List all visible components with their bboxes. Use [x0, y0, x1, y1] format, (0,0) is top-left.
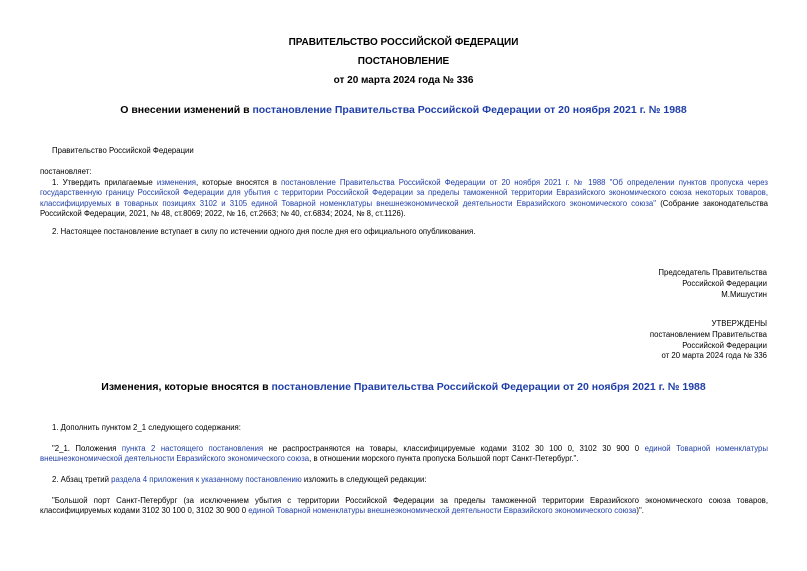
- approval-body: Российской Федерации: [682, 340, 767, 350]
- change-2-quote: [40, 496, 768, 517]
- decree-date-number: от 20 марта 2024 года № 336: [333, 75, 474, 86]
- changes-title: [0, 381, 807, 393]
- change-2-intro: [52, 475, 426, 485]
- decree-1988-link[interactable]: постановление Правительства Российской Федерации от 20 ноября 2021 г. № 1988: [252, 104, 687, 116]
- document-title-text: О внесении изменений в: [120, 104, 253, 116]
- preamble-actor: Правительство Российской Федерации: [52, 146, 194, 155]
- point-2-link[interactable]: пункта 2 настоящего постановления: [121, 444, 264, 453]
- section-4-link[interactable]: раздела 4 приложения к указанному постановлению: [111, 475, 302, 484]
- changes-link[interactable]: изменения: [156, 178, 197, 187]
- changes-title-text: Изменения, которые вносятся в: [101, 381, 272, 393]
- tn-ved-link-2[interactable]: единой Товарной номенклатуры внешнеэкономической деятельности Евразийского экономического союза: [248, 506, 637, 516]
- item-1-text: 1. Утвердить прилагаемые: [52, 178, 157, 187]
- item-1-text: , которые вносятся в: [196, 178, 282, 187]
- change-2-quote-text: "Большой порт Санкт-Петербург (за исключением убытия с территории Российской Федерации за пределы таможенной территории Евразийского экономического союза товаров, классифицируемых кодами 3102 30 100 0, 3102 30 900 0: [40, 496, 768, 516]
- item-1-text: (Собрание законодательства Российской Федерации, 2021, № 48, ст.8069; 2022, № 16, ст.2663; № 40, ст.6834; 2024, № 8, ст.1126).: [40, 198, 768, 219]
- change-1-text: не распространяются на товары, классифицируемые кодами 3102 30 100 0, 3102 30 900 0: [263, 444, 645, 453]
- change-2-quote-text: )".: [636, 506, 644, 516]
- approval-by: постановлением Правительства: [649, 329, 767, 339]
- signature-name: М.Мишустин: [721, 289, 767, 299]
- government-heading: ПРАВИТЕЛЬСТВО РОССИЙСКОЙ ФЕДЕРАЦИИ: [288, 37, 519, 48]
- approval-block: [650, 319, 767, 362]
- change-1-quote: [40, 444, 768, 465]
- signature-position: Председатель Правительства: [658, 268, 767, 277]
- approval-date: от 20 марта 2024 года № 336: [661, 351, 767, 361]
- tn-ved-link[interactable]: единой Товарной номенклатуры внешнеэкономической деятельности Евразийского экономического союза: [40, 444, 768, 464]
- item-2-paragraph: 2. Настоящее постановление вступает в силу по истечении одного дня после дня его официального опубликования.: [52, 227, 476, 236]
- change-1-intro: 1. Дополнить пунктом 2_1 следующего содержания:: [52, 423, 241, 432]
- signature-block: [658, 268, 767, 300]
- decree-1988-full-link[interactable]: постановление Правительства Российской Федерации от 20 ноября 2021 г. № 1988 "Об определении пунктов пропуска через государственную границу Российской Федерации для убытия с территории Российской Федерации за пределы таможенной территории Евразийского экономического союза некоторых товаров, классифицируемых в товарных позициях 3102 и 3105 единой Товарной номенклатуры внешнеэкономической деятельности Евразийского экономического союза": [40, 178, 769, 208]
- decree-1988-link-2[interactable]: постановление Правительства Российской Федерации от 20 ноября 2021 г. № 1988: [271, 381, 706, 393]
- change-1-text: , в отношении морского пункта пропуска Большой порт Санкт-Петербург.".: [309, 454, 579, 464]
- signature-body: Российской Федерации: [682, 278, 767, 288]
- change-1-text: "2_1. Положения: [52, 444, 122, 453]
- document-type: ПОСТАНОВЛЕНИЕ: [357, 56, 450, 67]
- item-1-paragraph: [40, 178, 768, 220]
- document-title: [0, 104, 807, 116]
- change-2-text: 2. Абзац третий: [52, 475, 112, 484]
- preamble-decrees: постановляет:: [40, 167, 92, 176]
- approval-label: УТВЕРЖДЕНЫ: [711, 319, 767, 328]
- change-2-text: изложить в следующей редакции:: [301, 475, 427, 484]
